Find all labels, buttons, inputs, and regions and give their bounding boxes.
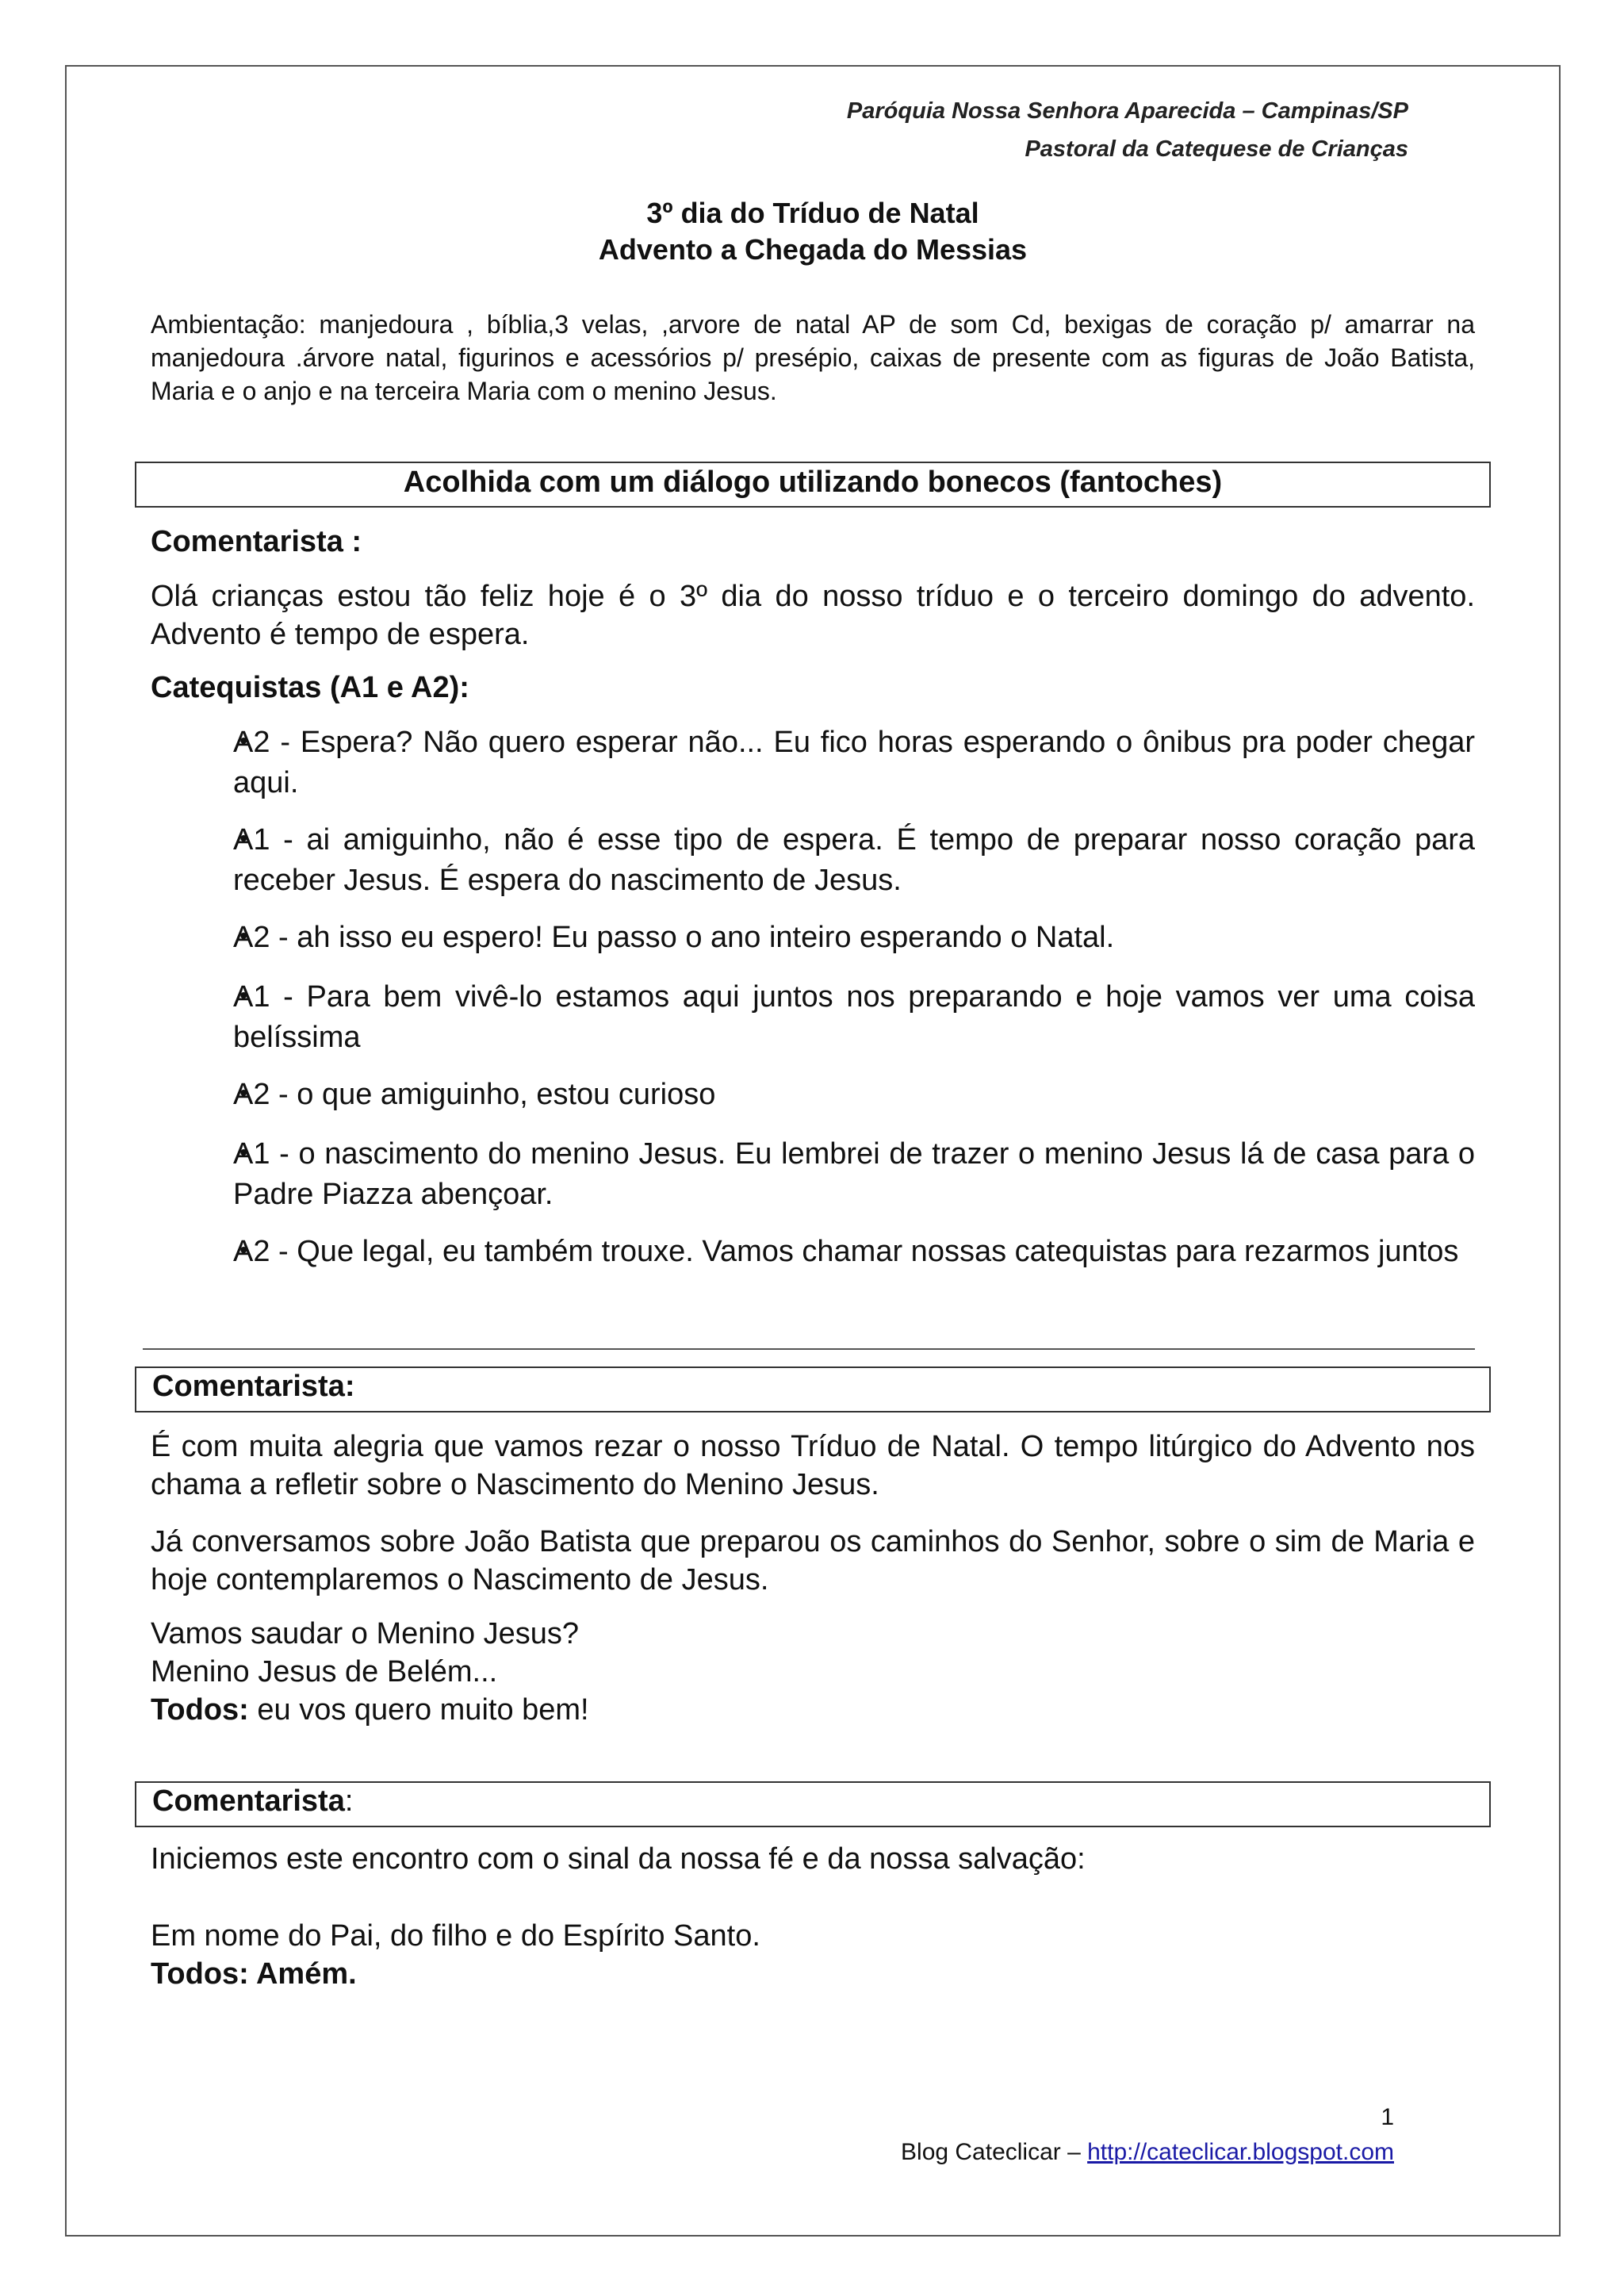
footer-blog-label: Blog Cateclicar – bbox=[901, 2139, 1088, 2165]
paragraph-iniciemos: Iniciemos este encontro com o sinal da nossa fé e da nossa salvação: bbox=[151, 1842, 1086, 1876]
dialog-list bbox=[151, 723, 1475, 1292]
dialog-item: •A1 - Para bem vivê-lo estamos aqui juntos nos preparando e hoje vamos ver uma coisa belíssima bbox=[151, 978, 1475, 1056]
todos-amem: Todos: Amém. bbox=[151, 1957, 357, 1991]
section-divider bbox=[143, 1348, 1475, 1350]
footer-link[interactable]: http://cateclicar.blogspot.com bbox=[1087, 2139, 1394, 2165]
dialog-item: •A1 - ai amiguinho, não é esse tipo de espera. É tempo de preparar nosso coração para receber Jesus. É espera do nascimento de Jesus. bbox=[151, 821, 1475, 899]
paragraph-joao-batista: Já conversamos sobre João Batista que preparou os caminhos do Senhor, sobre o sim de Maria e hoje contemplaremos o Nascimento de Jesus. bbox=[151, 1525, 1475, 1596]
header-parish: Paróquia Nossa Senhora Aparecida – Campinas/SP bbox=[846, 98, 1408, 124]
bullet-icon bbox=[193, 1075, 233, 1116]
bullet-icon bbox=[193, 821, 233, 861]
page-subtitle: Advento a Chegada do Messias bbox=[598, 233, 1028, 266]
section-heading-acolhida: Acolhida com um diálogo utilizando bonecos (fantoches) bbox=[135, 462, 1491, 508]
bullet-icon bbox=[193, 1135, 233, 1175]
sinal-da-cruz-block bbox=[151, 1917, 1475, 1993]
bullet-icon bbox=[193, 978, 233, 1018]
footer bbox=[901, 2139, 1394, 2166]
intro-paragraph: Olá crianças estou tão feliz hoje é o 3º dia do nosso tríduo e o terceiro domingo do advento. Advento é tempo de espera. bbox=[151, 580, 1475, 651]
page-number: 1 bbox=[1381, 2104, 1394, 2130]
bullet-icon bbox=[193, 723, 233, 764]
section-heading-comentarista: Comentarista: bbox=[135, 1366, 1491, 1412]
saudacao-line: Vamos saudar o Menino Jesus? bbox=[151, 1617, 580, 1650]
todos-response: Todos: eu vos quero muito bem! bbox=[151, 1693, 589, 1727]
catequistas-label: Catequistas (A1 e A2): bbox=[151, 671, 469, 704]
speaker-comentarista: Comentarista : bbox=[151, 525, 362, 558]
dialog-item: •A2 - Espera? Não quero esperar não... Eu fico horas esperando o ônibus pra poder chegar aqui. bbox=[151, 723, 1475, 802]
sinal-da-cruz-line: Em nome do Pai, do filho e do Espírito Santo. bbox=[151, 1919, 760, 1953]
dialog-item: •A2 - ah isso eu espero! Eu passo o ano inteiro esperando o Natal. bbox=[151, 918, 1475, 959]
dialog-item: •A2 - Que legal, eu também trouxe. Vamos chamar nossas catequistas para rezarmos juntos bbox=[151, 1232, 1475, 1273]
saudacao-line: Menino Jesus de Belém... bbox=[151, 1655, 498, 1688]
saudacao-block bbox=[151, 1615, 1475, 1729]
bullet-icon bbox=[193, 1232, 233, 1273]
page-title: 3º dia do Tríduo de Natal bbox=[646, 197, 979, 229]
dialog-item: •A2 - o que amiguinho, estou curioso bbox=[151, 1075, 1475, 1116]
dialog-item: •A1 - o nascimento do menino Jesus. Eu lembrei de trazer o menino Jesus lá de casa para o Padre Piazza abençoar. bbox=[151, 1135, 1475, 1213]
bullet-icon bbox=[193, 918, 233, 959]
header-pastoral: Pastoral da Catequese de Crianças bbox=[1025, 136, 1408, 162]
paragraph-alegria: É com muita alegria que vamos rezar o nosso Tríduo de Natal. O tempo litúrgico do Advento nos chama a refletir sobre o Nascimento do Menino Jesus. bbox=[151, 1430, 1475, 1501]
ambientacao-paragraph: Ambientação: manjedoura , bíblia,3 velas, ,arvore de natal AP de som Cd, bexigas de coração p/ amarrar na manjedoura .árvore natal, figurinos e acessórios p/ presépio, caixas de presente com as figuras de João Batista, Maria e o anjo e na terceira Maria com o menino Jesus. bbox=[151, 310, 1475, 405]
section-heading-comentarista-2: Comentarista: bbox=[135, 1781, 1491, 1827]
